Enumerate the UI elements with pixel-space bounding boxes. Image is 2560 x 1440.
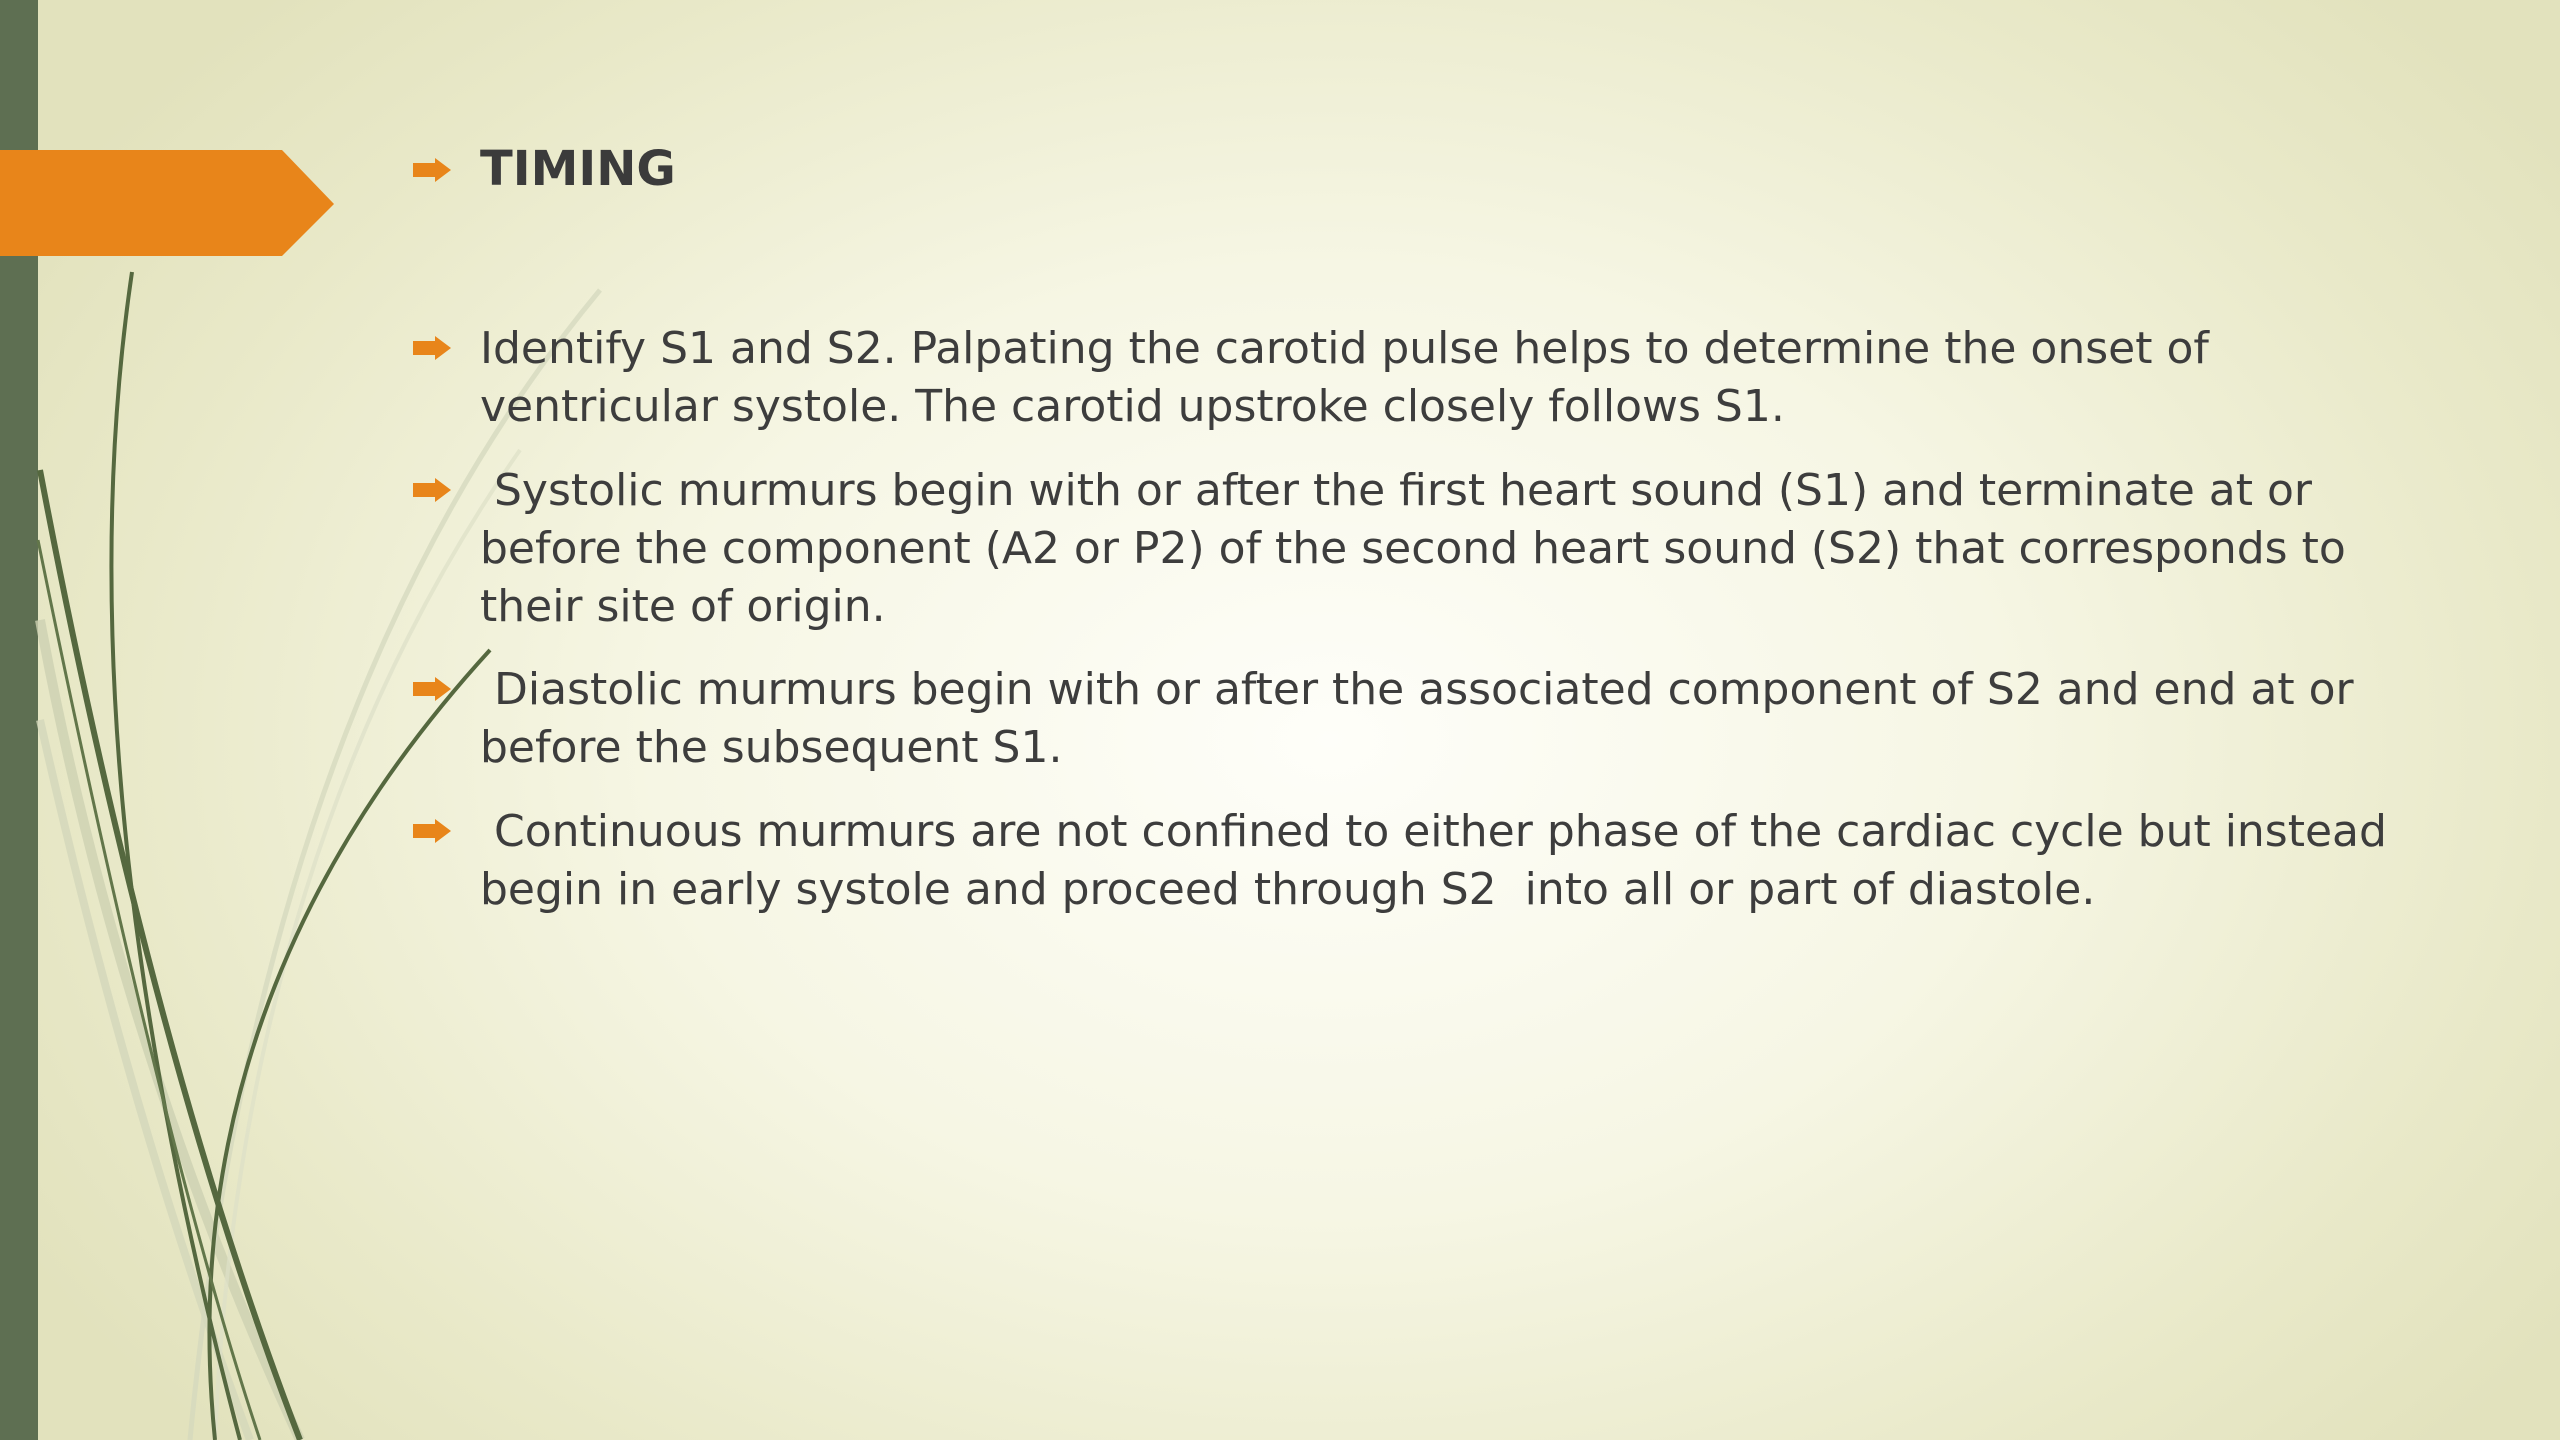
- bullet-item-diastolic-murmurs: Diastolic murmurs begin with or after the associated component of S2 and end at or before the subsequent S1.: [480, 664, 2368, 773]
- bullet-item-systolic-murmurs: Systolic murmurs begin with or after the first heart sound (S1) and terminate at or before the component (A2 or P2) of the second heart sound (S2) that corresponds to their site of origin.: [480, 465, 2360, 632]
- bullet-item-continuous-murmurs: Continuous murmurs are not confined to either phase of the cardiac cycle but instead begin in early systole and proceed through S2 into all or part of diastole.: [480, 806, 2401, 915]
- arrow-bullet-icon: [411, 819, 453, 843]
- stem-dark-4: [38, 540, 260, 1440]
- slide-title: TIMING: [480, 141, 676, 197]
- stem-light-2: [40, 720, 250, 1440]
- arrow-bullet-icon: [411, 677, 453, 701]
- chevron-arrow-icon: [0, 150, 340, 258]
- stem-light-4: [215, 450, 520, 1440]
- stem-dark-1: [40, 470, 300, 1440]
- bullet-item-identify-s1-s2: Identify S1 and S2. Palpating the carotid pulse helps to determine the onset of ventricular systole. The carotid upstroke closely follows S1.: [480, 323, 2223, 432]
- arrow-bullet-icon: [411, 158, 453, 182]
- arrow-bullet-icon: [411, 478, 453, 502]
- arrow-bullet-icon: [411, 336, 453, 360]
